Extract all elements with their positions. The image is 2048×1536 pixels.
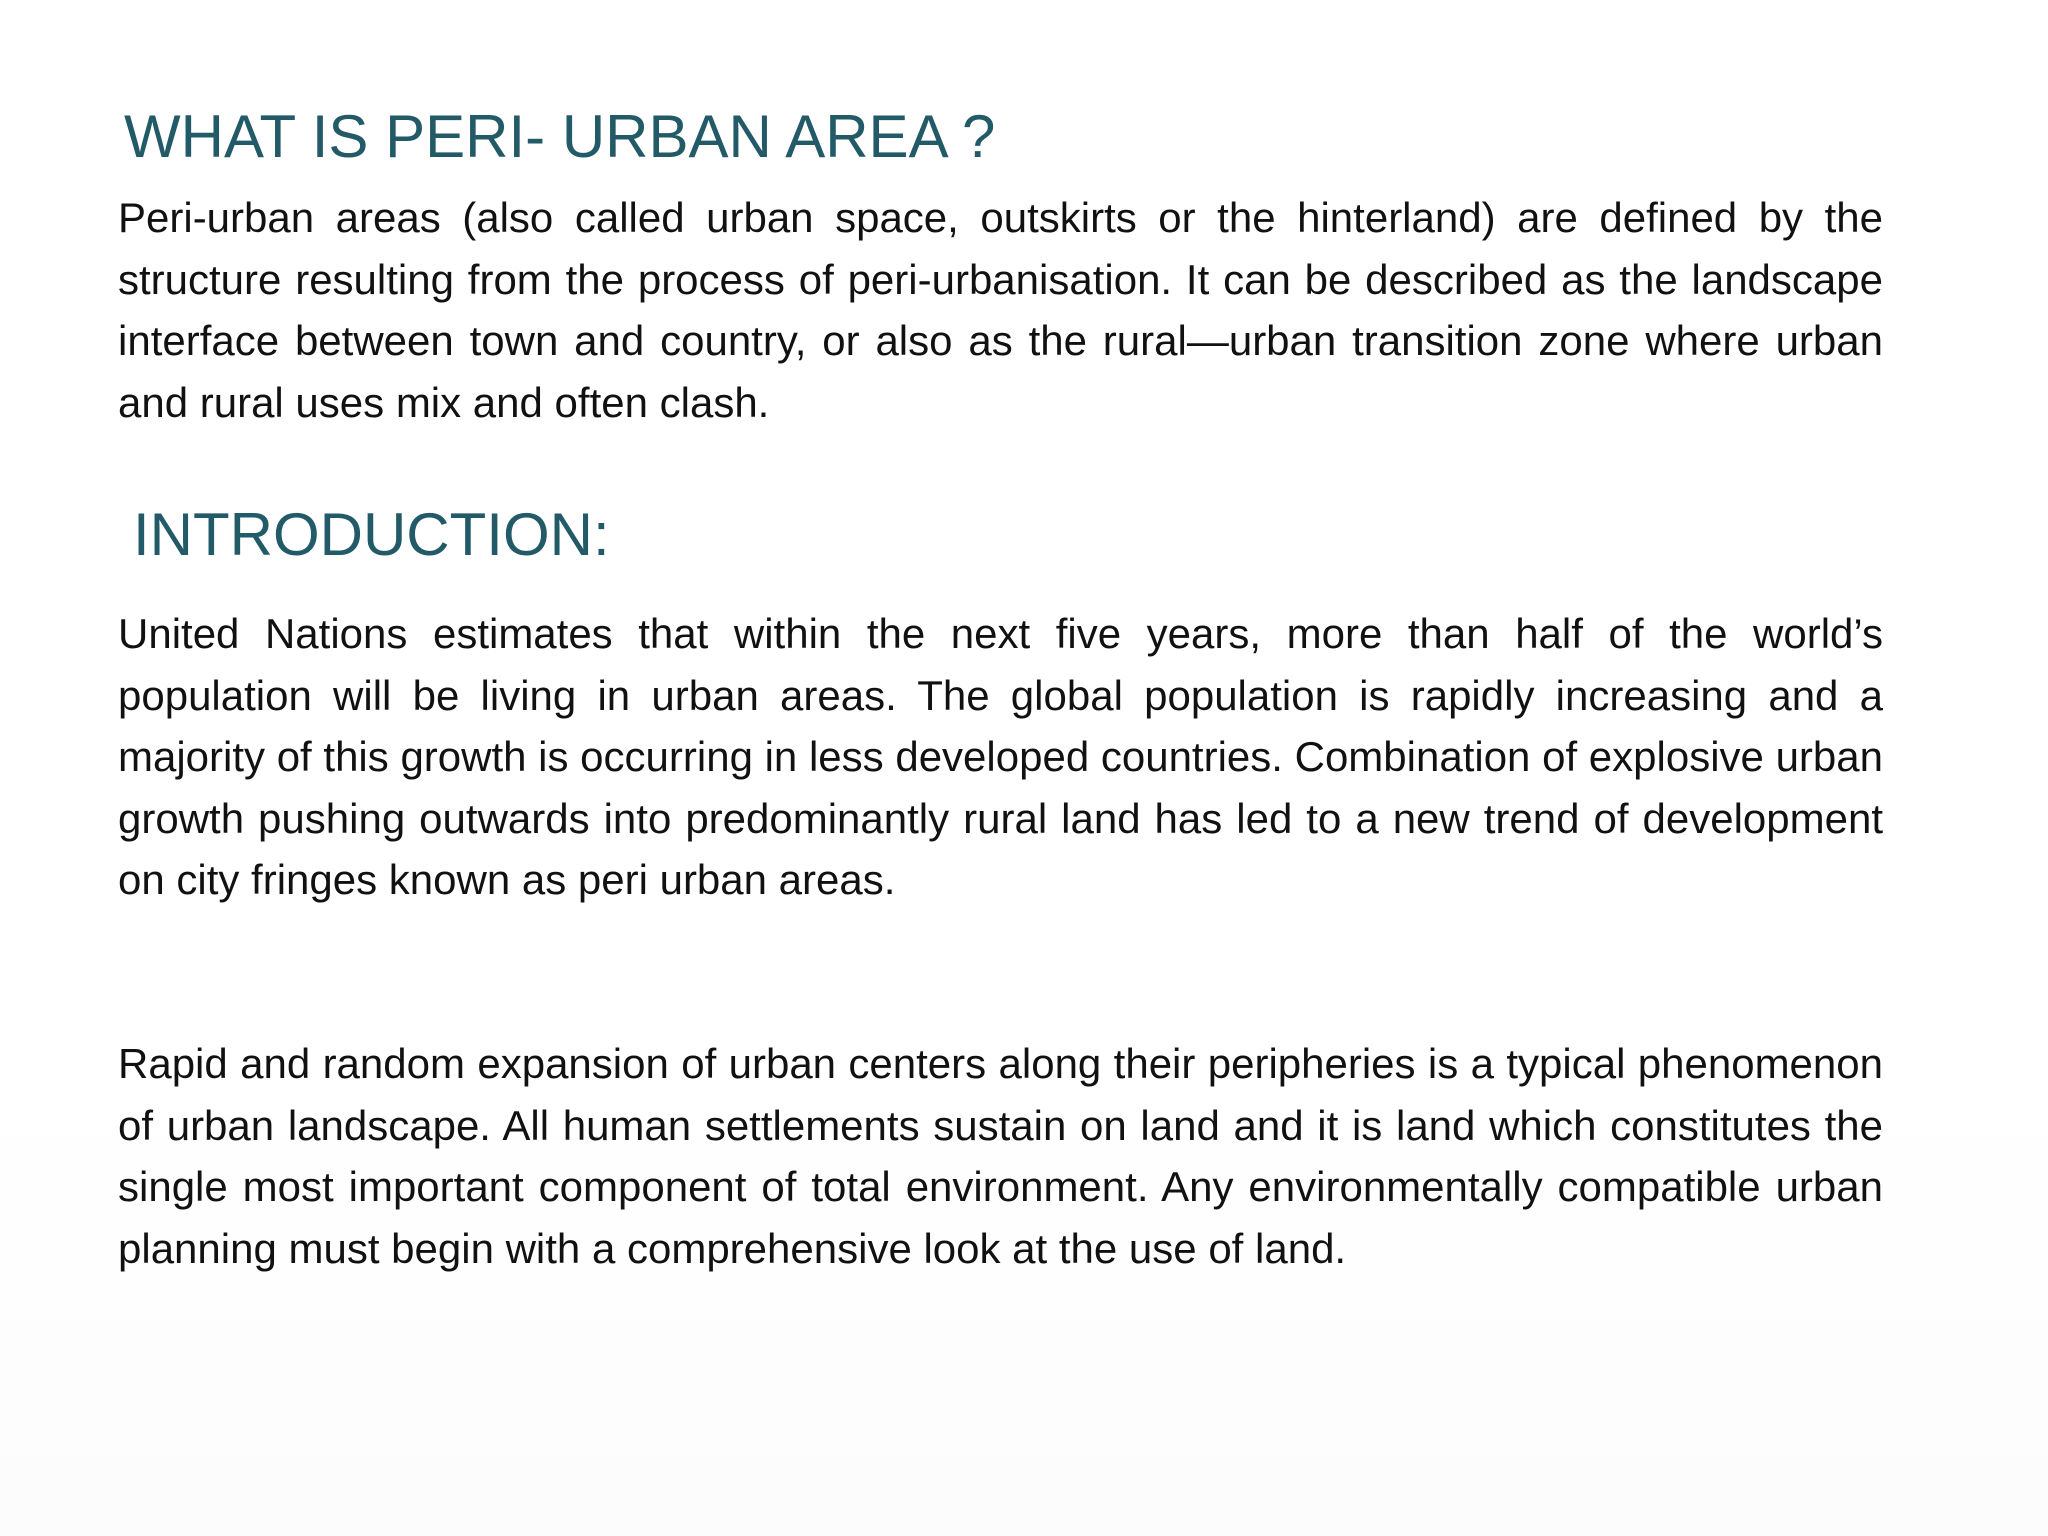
section-heading-definition: WHAT IS PERI- URBAN AREA ? — [124, 103, 996, 170]
introduction-paragraph-1: United Nations estimates that within the next five years, more than half of the world’s population will be living in urban areas. The global population is rapidly increasing and a majority of this growth is occurring in less developed countries. Combination of explosive urban growth pushing outwards into predominantly rural land has led to a new trend of development on city fringes known as peri urban areas. — [118, 610, 1883, 903]
section-heading-introduction: INTRODUCTION: — [133, 501, 610, 568]
definition-paragraph: Peri-urban areas (also called urban space, outskirts or the hinterland) are defined by the structure resulting from the process of peri-urbanisation. It can be described as the landscape interface between town and country, or also as the rural—urban transition zone where urban and rural uses mix and often clash. — [118, 194, 1883, 426]
introduction-paragraph-2: Rapid and random expansion of urban centers along their peripheries is a typical phenomenon of urban landscape. All human settlements sustain on land and it is land which constitutes the single most important component of total environment. Any environmentally compatible urban planning must begin with a comprehensive look at the use of land. — [118, 1040, 1883, 1272]
